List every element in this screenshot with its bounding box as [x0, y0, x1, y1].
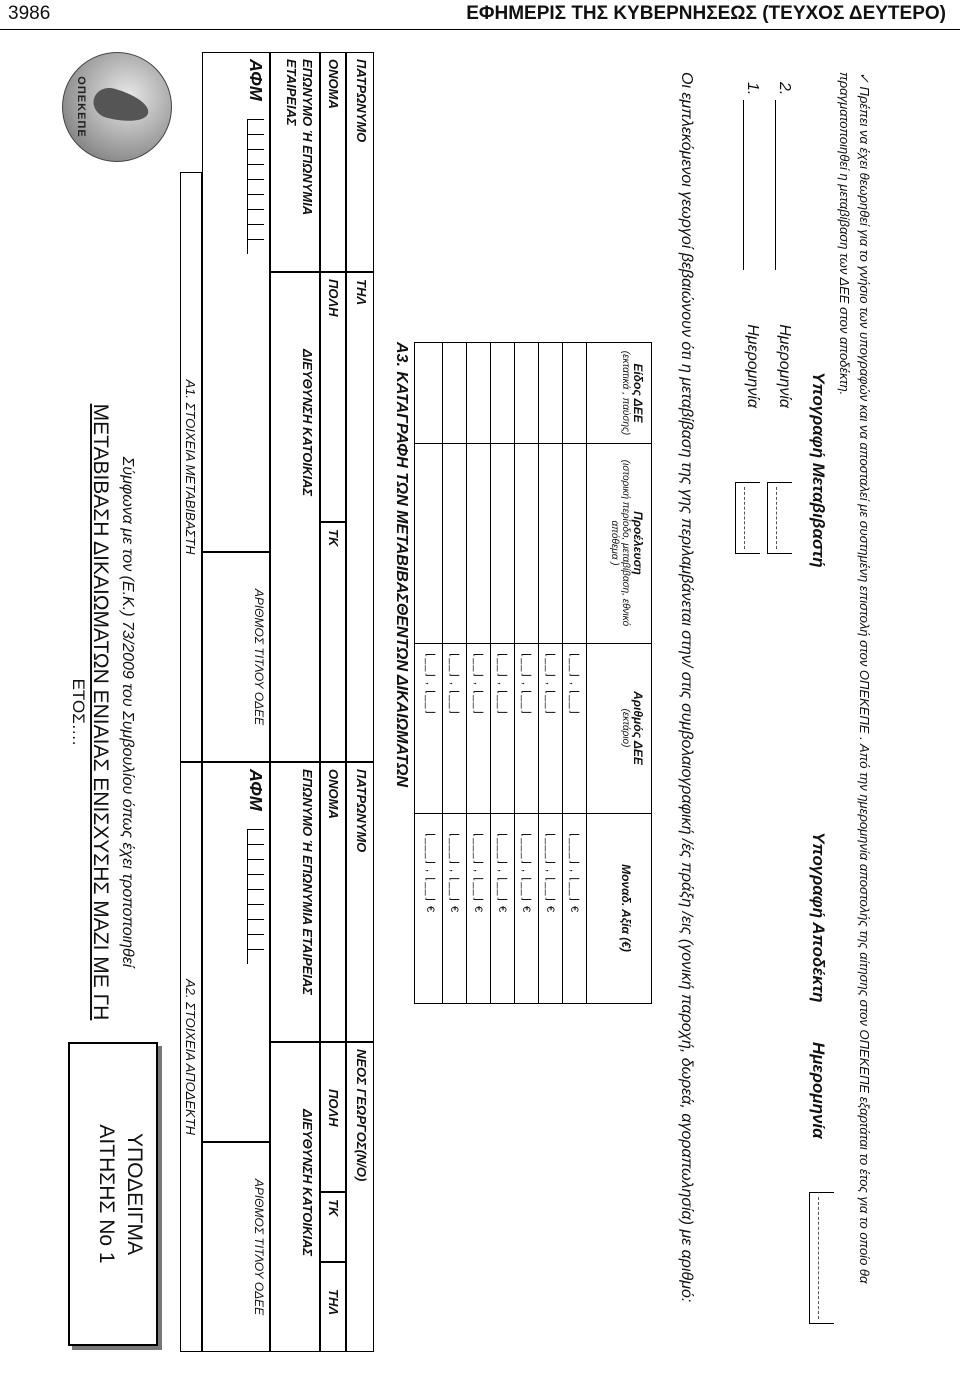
transferor-opee-cell[interactable]	[202, 552, 270, 762]
transferor-phone-cell[interactable]	[346, 272, 374, 762]
transferor-father-name-cell[interactable]	[346, 52, 374, 272]
sample-line-2: ΑΙΤΗΣΗΣ Νο 1	[95, 1124, 118, 1264]
gazette-header	[0, 0, 960, 30]
deed-number-input[interactable]	[743, 100, 762, 270]
transferor-first-name-label: ΟΝΟΜΑ	[326, 59, 341, 109]
footnote-text: Πρέπει να έχει θεωρηθεί για το γνήσιο των υπογραφών και να αποσταλεί με συστημένη επιστολή στον ΟΠΕΚΕΠΕ . Από την ημερομηνία αποστολής της αίτησης στον ΟΠΕΚΕΠΕ εξαρτάται το έτος για το οποίο θα πραγματοποιηθεί η μεταβίβαση των ΔΕΕ στον αποδέκτη.	[837, 72, 872, 1284]
sample-box	[68, 1042, 158, 1346]
deed-entry-number: 1.	[744, 82, 761, 96]
rights-table	[414, 342, 652, 1004]
col-value-label: Μοναδ. Αξία (€)	[619, 864, 633, 952]
row-count-field[interactable]: ⌊__⌋ , ⌊__⌋	[496, 653, 508, 715]
year-label: ΕΤΟΣ….	[69, 678, 88, 746]
row-count-field[interactable]: ⌊__⌋ , ⌊__⌋	[568, 653, 580, 715]
recipient-new-farmer-cell[interactable]	[346, 1042, 374, 1352]
form-subtitle: Σύμφωνα με τον (Ε.Κ.) 73/2009 του Συμβουλίου όπως έχει τροποποιηθεί	[119, 456, 136, 968]
recipient-name-label: ΕΠΩΝΥΜΟ Ή ΕΠΩΝΥΜΙΑ ΕΤΑΙΡΕΙΑΣ	[300, 769, 315, 995]
table-row[interactable]	[490, 343, 491, 1003]
col-count-note: (εκτάριο)	[620, 708, 631, 748]
transferor-first-name-cell[interactable]	[320, 52, 346, 272]
euro-sign: €	[520, 905, 532, 914]
section-a2-heading: Α2. ΣΤΟΙΧΕΙΑ ΑΠΟΔΕΚΤΗ	[180, 762, 202, 1352]
deed-date-input[interactable]	[767, 482, 792, 554]
transferor-name-cell[interactable]	[270, 52, 320, 272]
transferor-father-name-label: ΠΑΤΡΩΝΥΜΟ	[354, 59, 369, 143]
recipient-afm-cell	[202, 762, 270, 1142]
transferor-name-label: ΕΠΩΝΥΜΟ Ή ΕΠΩΝΥΜΙΑ ΕΤΑΙΡΕΙΑΣ	[284, 59, 315, 215]
form-title: ΜΕΤΑΒΙΒΑΣΗ ΔΙΚΑΙΩΜΑΤΩΝ ΕΝΙΑΙΑΣ ΕΝΙΣΧΥΣΗΣ ΜΑΖΙ ΜΕ ΓΗ	[89, 403, 112, 1021]
recipient-first-name-cell[interactable]	[320, 762, 346, 1042]
row-value-field[interactable]: ⌊___⌋ , ⌊__⌋ €	[544, 833, 556, 914]
row-value-field[interactable]: ⌊___⌋ , ⌊__⌋ €	[472, 833, 484, 914]
recipient-name-cell[interactable]	[270, 762, 320, 1042]
col-count-label: Αριθμός ΔΕΕ	[631, 691, 645, 765]
transferor-city-cell[interactable]	[320, 272, 346, 522]
col-count-header	[620, 643, 645, 813]
header-rule	[0, 29, 960, 30]
table-row[interactable]	[514, 343, 515, 1003]
col-type	[415, 343, 651, 444]
row-count-field[interactable]: ⌊__⌋ , ⌊__⌋	[448, 653, 460, 715]
footnote	[834, 72, 874, 1362]
transferor-signature-label: Υπογραφή Μεταβιβαστή	[809, 372, 828, 568]
recipient-afm-label: ΑΦΜ	[246, 769, 266, 811]
euro-sign: €	[544, 905, 556, 914]
deed-date-input[interactable]	[735, 482, 760, 554]
transferor-address-cell[interactable]	[270, 272, 320, 762]
recipient-opee-label: ΑΡΙΘΜΟΣ ΤΙΤΛΟΥ ΟΔΕΕ	[252, 1178, 266, 1316]
col-value-header	[619, 813, 633, 1003]
col-type-note: (εκτατικά , παύσης)	[620, 350, 631, 436]
transferor-afm-label: ΑΦΜ	[246, 59, 266, 101]
gazette-title: ΕΦΗΜΕΡΙΣ ΤΗΣ ΚΥΒΕΡΝΗΣΕΩΣ (ΤΕΥΧΟΣ ΔΕΥΤΕΡΟ)	[466, 3, 946, 24]
seal-text: ΟΠΕΚΕΠΕ	[75, 76, 87, 138]
recipient-address-label: ΔΙΕΥΘΥΝΣΗ ΚΑΤΟΙΚΙΑΣ	[300, 1109, 315, 1257]
deed-entry-1	[743, 82, 762, 408]
transferor-afm-cell	[202, 52, 270, 552]
table-row[interactable]	[586, 343, 587, 1003]
row-count-field[interactable]: ⌊__⌋ , ⌊__⌋	[472, 653, 484, 715]
row-count-field[interactable]: ⌊__⌋ , ⌊__⌋	[544, 653, 556, 715]
euro-sign: €	[448, 905, 460, 914]
check-icon: ✓	[857, 72, 872, 83]
declaration-text: Οι εμπλεκόμενοι γεωργοί βεβαιώνουν ότι η μεταβίβαση της γης περιλαμβάνεται στην/ στις συμβολαιογραφική /ές πράξη /εις (γονική παροχή, δωρεά, αγοραπωλησία) με αριθμό:	[678, 72, 695, 1303]
euro-sign: €	[568, 905, 580, 914]
recipient-father-name-label: ΠΑΤΡΩΝΥΜΟ	[354, 769, 369, 853]
recipient-new-farmer-label: ΝΕΟΣ ΓΕΩΡΓΟΣ(Ν/Ο)	[354, 1049, 369, 1182]
euro-sign: €	[424, 905, 436, 914]
euro-sign: €	[472, 905, 484, 914]
recipient-city-cell[interactable]	[320, 1042, 346, 1192]
deed-number-input[interactable]	[775, 100, 794, 270]
table-row[interactable]	[538, 343, 539, 1003]
col-type-header	[620, 343, 645, 443]
row-value-field[interactable]: ⌊___⌋ , ⌊__⌋ €	[496, 833, 508, 914]
recipient-first-name-label: ΟΝΟΜΑ	[326, 769, 341, 819]
transferor-city-label: ΠΟΛΗ	[326, 279, 341, 317]
deed-entry-2	[775, 82, 794, 408]
row-value-field[interactable]: ⌊___⌋ , ⌊__⌋ €	[448, 833, 460, 914]
signature-date-input[interactable]	[809, 1192, 834, 1324]
row-value-field[interactable]: ⌊___⌋ , ⌊__⌋ €	[424, 833, 436, 914]
transferor-phone-label: ΤΗΛ	[354, 279, 369, 305]
transferor-postcode-label: ΤΚ	[326, 529, 341, 547]
recipient-postcode-cell[interactable]	[320, 1192, 346, 1262]
recipient-postcode-label: ΤΚ	[326, 1199, 341, 1217]
recipient-address-cell[interactable]	[270, 1042, 320, 1352]
deed-date-label: Ημερομηνία	[744, 324, 761, 408]
deed-date-label: Ημερομηνία	[776, 324, 793, 408]
col-type-label: Είδος ΔΕΕ	[631, 363, 645, 423]
row-count-field[interactable]: ⌊__⌋ , ⌊__⌋	[424, 653, 436, 715]
col-origin-note: (ιστορική περίοδο, μεταβίβαση, εθνικό απόθεμα )	[609, 459, 631, 627]
recipient-phone-cell[interactable]	[320, 1262, 346, 1352]
col-origin-label: Προέλευση	[631, 511, 645, 575]
recipient-city-label: ΠΟΛΗ	[326, 1089, 341, 1127]
transferor-postcode-cell[interactable]	[320, 522, 346, 762]
seal-leaf-icon	[90, 84, 152, 127]
recipient-phone-label: ΤΗΛ	[326, 1289, 341, 1315]
recipient-father-name-cell[interactable]	[346, 762, 374, 1042]
signature-date-label: Ημερομηνία	[809, 1042, 828, 1139]
section-a3-heading: Α3. ΚΑΤΑΓΡΑΦΗ ΤΩΝ ΜΕΤΑΒΙΒΑΣΘΕΝΤΩΝ ΔΙΚΑΙΩΜΑΤΩΝ	[393, 342, 410, 788]
section-a1-heading: Α1. ΣΤΟΙΧΕΙΑ ΜΕΤΑΒΙΒΑΣΤΗ	[180, 172, 202, 762]
col-origin-header	[609, 443, 645, 643]
transferor-opee-label: ΑΡΙΘΜΟΣ ΤΙΤΛΟΥ ΟΔΕΕ	[252, 588, 266, 726]
opekepe-seal	[62, 52, 172, 162]
row-value-field[interactable]: ⌊___⌋ , ⌊__⌋ €	[520, 833, 532, 914]
transferor-address-label: ΔΙΕΥΘΥΝΣΗ ΚΑΤΟΙΚΙΑΣ	[300, 349, 315, 497]
row-count-field[interactable]: ⌊__⌋ , ⌊__⌋	[520, 653, 532, 715]
table-row[interactable]	[442, 343, 443, 1003]
deed-entry-number: 2.	[776, 82, 793, 96]
recipient-opee-cell[interactable]	[202, 1142, 270, 1352]
row-value-field[interactable]: ⌊___⌋ , ⌊__⌋ €	[568, 833, 580, 914]
page-number: 3986	[8, 3, 51, 24]
table-row[interactable]	[466, 343, 467, 1003]
rotated-application-form	[50, 42, 880, 1382]
transferor-afm-input[interactable]	[244, 119, 264, 254]
recipient-afm-input[interactable]	[244, 829, 264, 964]
table-row[interactable]	[562, 343, 563, 1003]
sample-line-1: ΥΠΟΔΕΙΓΜΑ	[123, 1132, 146, 1255]
euro-sign: €	[496, 905, 508, 914]
recipient-signature-label: Υπογραφή Αποδέκτη	[809, 832, 828, 1003]
